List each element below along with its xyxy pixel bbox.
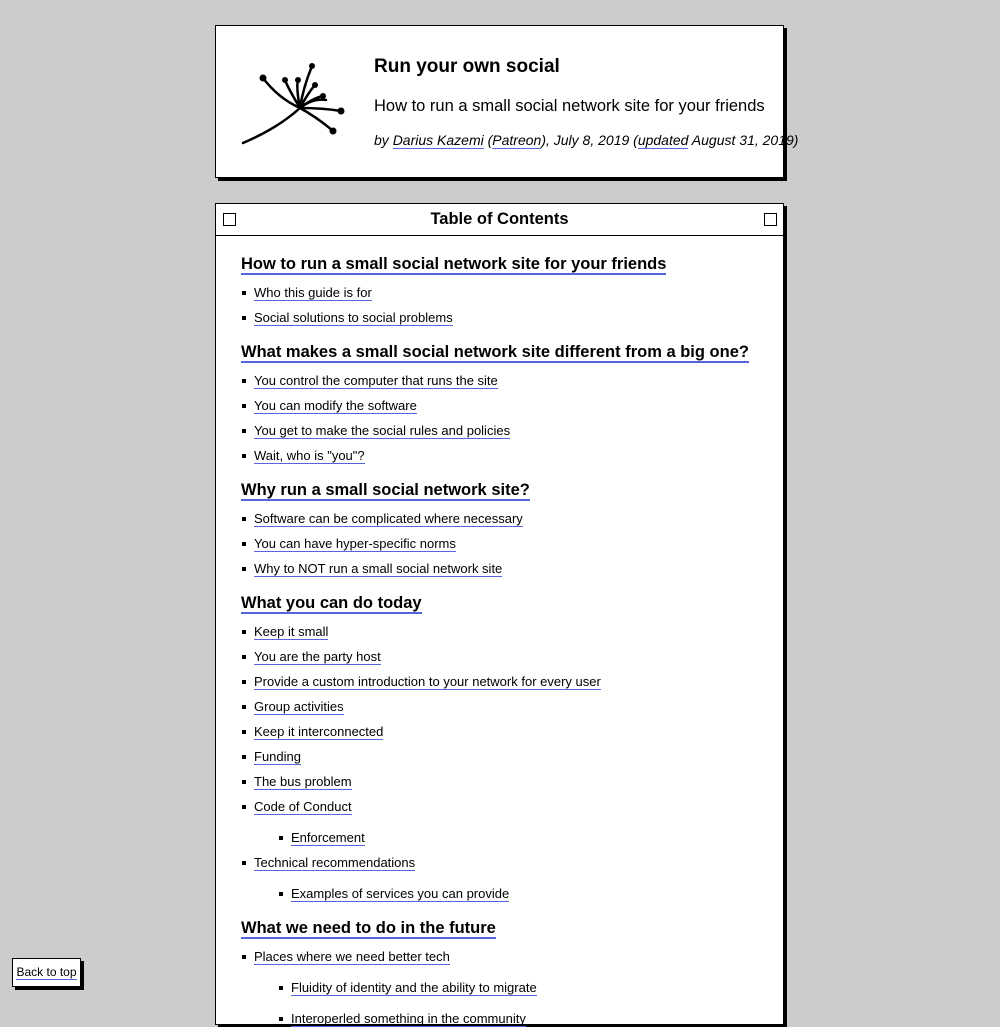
toc-list-item [254, 949, 450, 964]
updated-link[interactable]: updated [637, 132, 689, 148]
toc-section-heading [241, 481, 530, 500]
page-subtitle: How to run a small social network site for your friends [374, 97, 765, 115]
toc-list-item [254, 699, 344, 714]
toc-list-item [254, 511, 523, 526]
toc-item-link[interactable]: Interoperled something in the community [291, 1011, 526, 1026]
toc-section-heading [241, 594, 422, 613]
toc-item-link[interactable]: Places where we need better tech [254, 949, 450, 964]
toc-list-item [254, 855, 415, 870]
window-checkbox-right[interactable] [764, 213, 777, 226]
toc-item-link[interactable]: Social solutions to social problems [254, 310, 453, 325]
author-link[interactable]: Darius Kazemi [392, 132, 484, 148]
bullet-icon [242, 517, 246, 521]
toc-item-link[interactable]: Software can be complicated where necessary [254, 511, 523, 526]
toc-item-link[interactable]: Why to NOT run a small social network site [254, 561, 503, 576]
bullet-icon [242, 730, 246, 734]
bullet-icon [242, 955, 246, 959]
toc-list-item [254, 423, 510, 438]
toc-item-link[interactable]: Code of Conduct [254, 799, 352, 814]
toc-item-link[interactable]: Enforcement [291, 830, 365, 845]
toc-titlebar [216, 204, 783, 236]
toc-section-heading [241, 255, 666, 274]
bullet-icon [242, 454, 246, 458]
toc-section-link[interactable]: What we need to do in the future [241, 919, 496, 937]
bullet-icon [242, 567, 246, 571]
toc-list-item [254, 624, 328, 639]
toc-title: Table of Contents [430, 210, 569, 228]
toc-list-item [254, 310, 453, 325]
bullet-icon [279, 986, 283, 990]
back-to-top-link[interactable]: Back to top [16, 965, 77, 979]
toc-item-link[interactable]: Wait, who is "you"? [254, 448, 365, 463]
dandelion-seed-icon [238, 58, 348, 148]
bullet-icon [242, 755, 246, 759]
toc-list-item [254, 774, 352, 789]
bullet-icon [242, 429, 246, 433]
bullet-icon [279, 836, 283, 840]
bullet-icon [242, 316, 246, 320]
toc-list-item [291, 886, 509, 901]
toc-item-link[interactable]: The bus problem [254, 774, 352, 789]
bullet-icon [279, 1017, 283, 1021]
toc-item-link[interactable]: Technical recommendations [254, 855, 416, 870]
bullet-icon [242, 655, 246, 659]
bullet-icon [242, 680, 246, 684]
toc-item-link[interactable]: Examples of services you can provide [291, 886, 510, 901]
bullet-icon [242, 404, 246, 408]
bullet-icon [242, 705, 246, 709]
toc-section-link[interactable]: What makes a small social network site different from a big one? [241, 343, 749, 361]
toc-item-link[interactable]: You are the party host [254, 649, 381, 664]
byline: by Darius Kazemi (Patreon), July 8, 2019 (updated August 31, 2019) [374, 132, 799, 148]
toc-list-item [254, 749, 301, 764]
bullet-icon [242, 630, 246, 634]
toc-list-item [254, 373, 498, 388]
toc-item-link[interactable]: Group activities [254, 699, 344, 714]
toc-item-link[interactable]: Funding [254, 749, 301, 764]
toc-item-link[interactable]: You can modify the software [254, 398, 417, 413]
page-title: Run your own social [374, 56, 560, 77]
toc-list-item [254, 799, 352, 814]
toc-item-link[interactable]: Keep it small [254, 624, 329, 639]
toc-section-link[interactable]: How to run a small social network site for your friends [241, 255, 667, 273]
bullet-icon [242, 805, 246, 809]
toc-list-item [291, 1011, 526, 1026]
bullet-icon [242, 780, 246, 784]
toc-item-link[interactable]: You can have hyper-specific norms [254, 536, 456, 551]
toc-item-link[interactable]: Who this guide is for [254, 285, 372, 300]
toc-item-link[interactable]: You control the computer that runs the site [254, 373, 498, 388]
table-of-contents [215, 203, 784, 1025]
toc-list-item [254, 561, 502, 576]
toc-list-item [254, 536, 456, 551]
toc-list-item [254, 674, 601, 689]
toc-item-link[interactable]: Fluidity of identity and the ability to migrate [291, 980, 537, 995]
toc-list-item [291, 980, 537, 995]
toc-list-item [254, 398, 417, 413]
toc-section-heading [241, 919, 496, 938]
toc-section-heading [241, 343, 749, 362]
toc-item-link[interactable]: You get to make the social rules and policies [254, 423, 511, 438]
bullet-icon [242, 542, 246, 546]
toc-section-link[interactable]: What you can do today [241, 594, 422, 612]
bullet-icon [242, 861, 246, 865]
toc-list-item [254, 285, 372, 300]
back-to-top-box [12, 958, 81, 987]
toc-section-link[interactable]: Why run a small social network site? [241, 481, 530, 499]
toc-list-item [254, 649, 381, 664]
bullet-icon [279, 892, 283, 896]
toc-item-link[interactable]: Keep it interconnected [254, 724, 384, 739]
toc-list-item [291, 830, 365, 845]
bullet-icon [242, 379, 246, 383]
article-header [215, 25, 799, 178]
toc-item-link[interactable]: Provide a custom introduction to your network for every user [254, 674, 601, 689]
patreon-link[interactable]: Patreon [492, 132, 542, 148]
toc-list-item [254, 448, 365, 463]
toc-list-item [254, 724, 383, 739]
bullet-icon [242, 291, 246, 295]
